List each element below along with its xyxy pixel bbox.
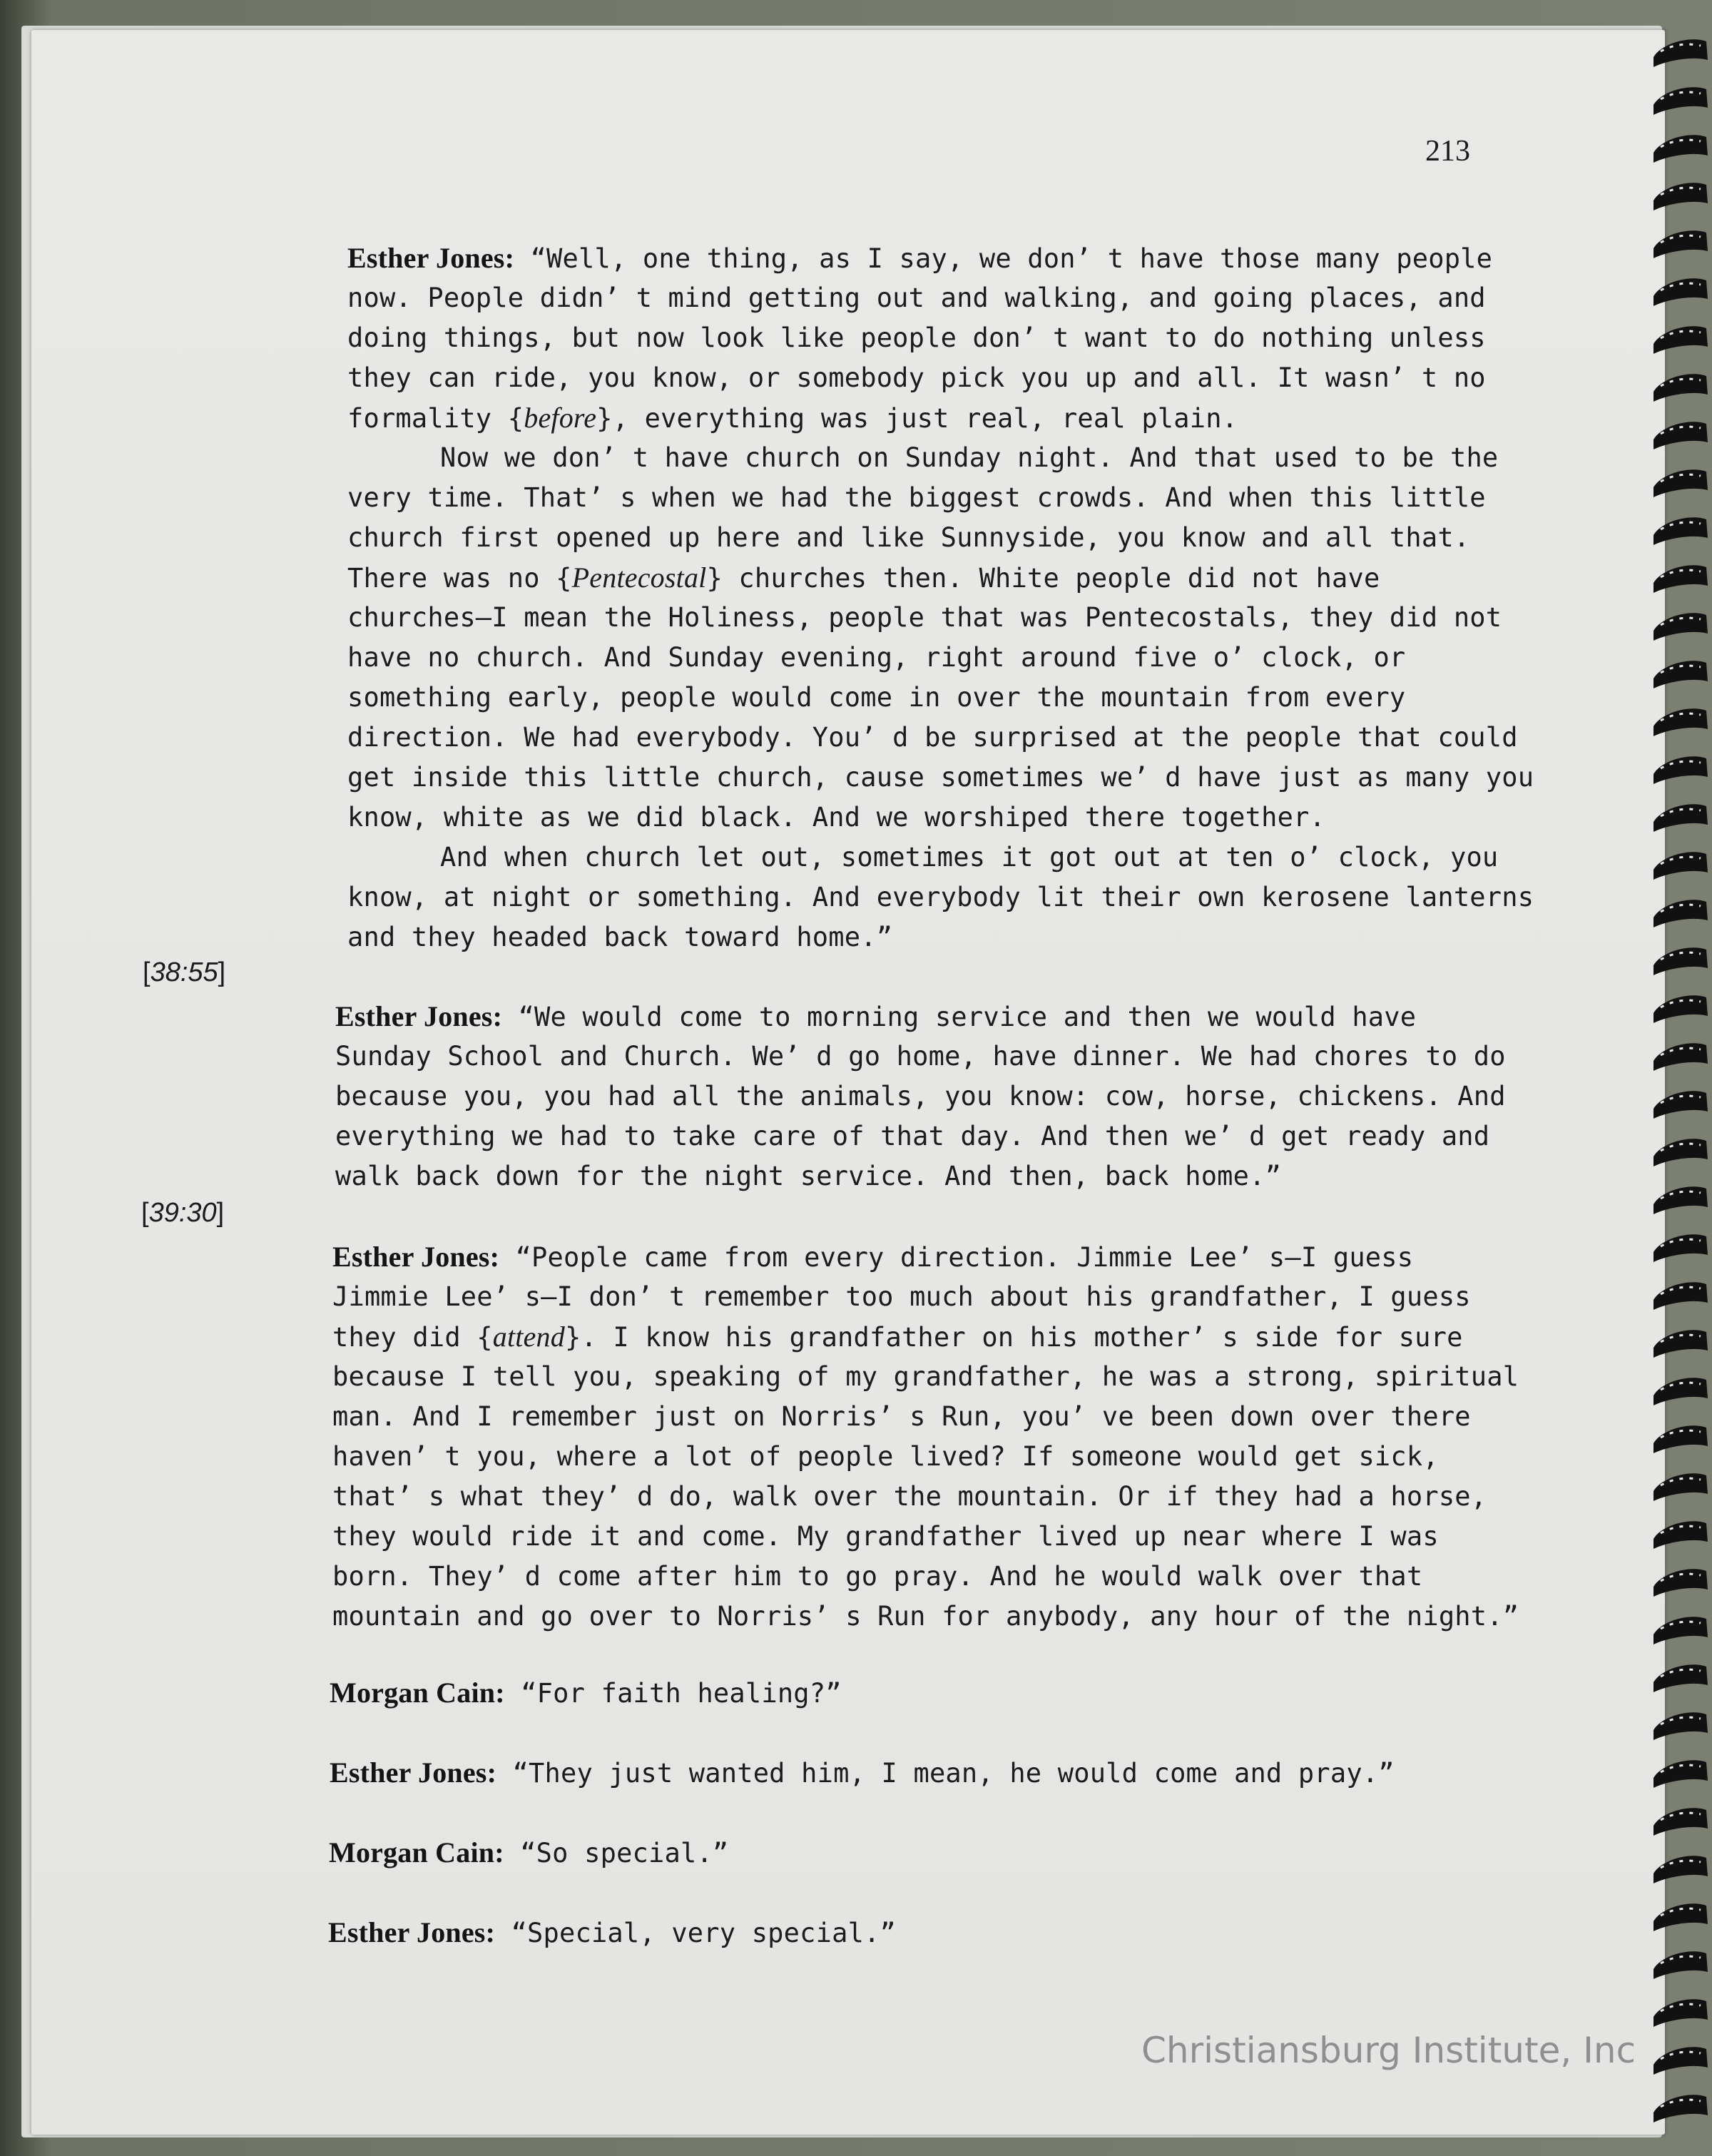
binding-coil [1654,230,1708,258]
binding-coil [1654,1617,1708,1644]
timestamp-value: 39:30 [148,1198,217,1228]
timestamp-value: 38:55 [150,957,218,987]
transcript-block-1 [347,238,1534,957]
italic-insert: attend [492,1321,565,1353]
binding-coil [1654,374,1708,402]
block1-line: know, at night or something. And everybody lit their own kerosene lanterns [347,882,1534,912]
exchange-line [330,1753,1395,1793]
binding-coil [1654,1999,1708,2027]
binding-coil [1654,135,1708,163]
timestamp-marker: [38:55] [143,957,226,987]
block1-line: church first opened up here and like Sunnyside, you know and all that. [347,522,1470,553]
binding-coil [1654,1664,1708,1692]
binding-coil [1654,1043,1708,1071]
block1-line-pentecostal [347,558,1534,598]
exchange-line [329,1833,728,1873]
binding-coil [1654,87,1708,115]
speaker-label: Esther Jones: [335,1000,503,1032]
block1-line: direction. We had everybody. You’ d be surprised at the people that could [347,722,1518,753]
block3-line: man. And I remember just on Norris’ s Run, you’ ve been down over there [332,1401,1471,1432]
block2-line: walk back down for the night service. And then, back home.” [335,1161,1282,1191]
block1-line: get inside this little church, cause sometimes we’ d have just as many you [347,762,1534,793]
binding-coil [1654,517,1708,545]
binding-coil [1654,1234,1708,1262]
quote-text: “People came from every direction. Jimmie Lee’ s—I guess [499,1242,1414,1273]
quote-text: “For faith healing?” [504,1678,842,1709]
quote-text: “Special, very special.” [495,1918,896,1948]
block3-line: born. They’ d come after him to go pray. And he would walk over that [332,1561,1423,1592]
block3-line: mountain and go over to Norris’ s Run for anybody, any hour of the night.” [332,1601,1519,1632]
block1-line: and they headed back toward home.” [347,922,893,952]
block1-line: churches—I mean the Holiness, people that was Pentecostals, they did not [347,602,1502,633]
binding-coil [1654,326,1708,354]
speaker-label: Esther Jones: [332,1241,500,1273]
binding-coil [1654,1856,1708,1883]
binding-coil [1654,1330,1708,1358]
block2-line: Sunday School and Church. We’ d go home, have dinner. We had chores to do [335,1041,1506,1072]
binding-coil [1654,1425,1708,1453]
text-run: }, everything was just real, real plain. [596,403,1238,434]
spiral-binding-icon [1648,29,1712,2140]
speaker-label: Morgan Cain: [330,1677,505,1709]
binding-coil [1654,39,1708,67]
watermark: Christiansburg Institute, Inc [1141,2030,1636,2071]
speaker-label: Esther Jones: [347,242,515,274]
binding-coil [1654,756,1708,784]
block3-line: they would ride it and come. My grandfather lived up near where I was [332,1521,1439,1552]
quote-text: “Well, one thing, as I say, we don’ t have those many people [514,243,1493,274]
binding-coil [1654,708,1708,736]
binding-coil [1654,995,1708,1023]
block1-line-formality [347,398,1534,438]
text-run: There was no { [347,563,572,594]
exchange-4 [328,1913,896,1953]
binding-coil [1654,183,1708,210]
text-run: }. I know his grandfather on his mother’ s side for sure [564,1322,1463,1353]
text-run: they did { [332,1322,493,1353]
binding-coil [1654,1186,1708,1214]
binding-coil [1654,1951,1708,1979]
binding-coil [1654,2047,1708,2075]
binding-coil [1654,1091,1708,1119]
binding-coil [1654,469,1708,497]
exchange-line [330,1673,842,1713]
quote-text: “We would come to morning service and then we would have [502,1002,1417,1032]
binding-coil [1654,1282,1708,1310]
block2-line: everything we had to take care of that day. And then we’ d get ready and [335,1121,1490,1151]
block1-line-1 [347,238,1534,278]
block2-line-1 [335,997,1506,1037]
binding-coil [1654,852,1708,880]
italic-insert: before [524,402,597,434]
italic-insert: Pentecostal [571,561,707,594]
page-number: 213 [1425,135,1470,168]
speaker-label: Esther Jones: [328,1916,496,1948]
binding-coil [1654,2095,1708,2122]
speaker-label: Esther Jones: [330,1756,497,1789]
exchange-3 [329,1833,728,1873]
binding-coil [1654,1808,1708,1836]
exchange-2 [330,1753,1395,1793]
block1-line: And when church let out, sometimes it got out at ten o’ clock, you [440,842,1499,873]
block3-line: that’ s what they’ d do, walk over the mountain. Or if they had a horse, [332,1481,1487,1512]
block3-line: Jimmie Lee’ s—I don’ t remember too much about his grandfather, I guess [332,1281,1471,1312]
transcript-block-3 [332,1237,1519,1637]
block1-line: they can ride, you know, or somebody pick you up and all. It wasn’ t no [347,362,1486,393]
block1-line: doing things, but now look like people don’ t want to do nothing unless [347,322,1486,353]
exchange-line [328,1913,896,1953]
block3-line-attend [332,1317,1519,1357]
block1-line: know, white as we did black. And we worshiped there together. [347,802,1326,833]
binding-coil [1654,1473,1708,1501]
speaker-label: Morgan Cain: [329,1836,504,1868]
block3-line: haven’ t you, where a lot of people lived? If someone would get sick, [332,1441,1439,1472]
binding-coil [1654,1521,1708,1549]
block3-line-1 [332,1237,1519,1277]
binding-coil [1654,1378,1708,1405]
block1-line: Now we don’ t have church on Sunday night. And that used to be the [440,442,1499,473]
binding-coil [1654,1712,1708,1740]
binding-coil [1654,613,1708,641]
text-run: formality { [347,403,524,434]
binding-coil [1654,278,1708,306]
block2-line: because you, you had all the animals, you know: cow, horse, chickens. And [335,1081,1506,1112]
text-run: } churches then. White people did not have [706,563,1380,594]
binding-coil [1654,422,1708,449]
binding-coil [1654,565,1708,593]
transcript-block-2 [335,997,1506,1196]
block1-line: very time. That’ s when we had the biggest crowds. And when this little [347,482,1486,513]
block1-line: have no church. And Sunday evening, right around five o’ clock, or [347,642,1406,673]
quote-text: “So special.” [504,1838,729,1868]
binding-coil [1654,947,1708,975]
binding-coil [1654,804,1708,832]
binding-coil [1654,1139,1708,1166]
timestamp-marker: [39:30] [141,1198,225,1228]
quote-text: “They just wanted him, I mean, he would come and pray.” [496,1758,1395,1789]
binding-coil [1654,661,1708,688]
binding-coil [1654,1903,1708,1931]
block1-line: now. People didn’ t mind getting out and walking, and going places, and [347,283,1486,313]
binding-coil [1654,1760,1708,1788]
block3-line: because I tell you, speaking of my grandfather, he was a strong, spiritual [332,1361,1519,1392]
block1-line: something early, people would come in over the mountain from every [347,682,1406,713]
exchange-1 [330,1673,842,1713]
binding-coil [1654,900,1708,927]
binding-coil [1654,1569,1708,1597]
